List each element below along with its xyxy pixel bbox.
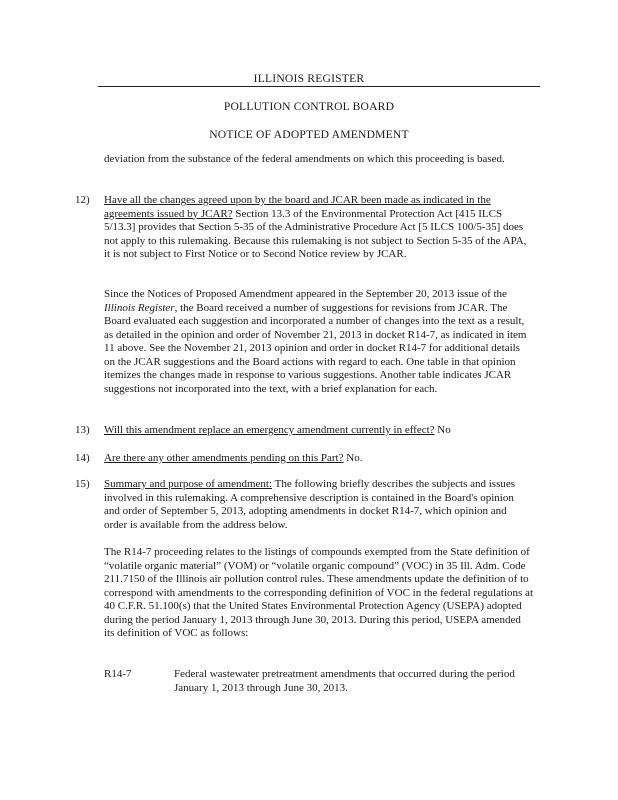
item-14-block bbox=[104, 452, 528, 466]
item-number: 13) bbox=[75, 424, 90, 436]
item-number: 15) bbox=[75, 478, 90, 490]
item-question: Summary and purpose of amendment: bbox=[104, 478, 273, 490]
header-rule bbox=[98, 86, 540, 87]
item-number: 12) bbox=[75, 194, 90, 206]
item-answer: Section 13.3 of the Environmental Protection Act [415 ILCS 5/13.3] provides that Section 5-35 of the Administrative Procedure Act [5 ILCS 100/5-35] does not apply to this rulemaking. Because this rulemaking is not subject to Section 5-35 of the APA, it is not subject to First Notice or to Second Notice review by JCAR. bbox=[104, 207, 527, 260]
notice-title: NOTICE OF ADOPTED AMENDMENT bbox=[209, 128, 409, 141]
item-answer: No bbox=[437, 424, 451, 436]
docket-id: R14-7 bbox=[104, 668, 132, 680]
board-title: POLLUTION CONTROL BOARD bbox=[223, 100, 395, 113]
item-question: Will this amendment replace an emergency amendment currently in effect? bbox=[104, 424, 435, 436]
intro-continuation: deviation from the substance of the federal amendments on which this proceeding is based. bbox=[104, 153, 505, 165]
item-13-block bbox=[104, 424, 528, 438]
docket-description: Federal wastewater pretreatment amendments that occurred during the period January 1, 2013 through June 30, 2013. bbox=[174, 668, 515, 694]
item-15-paragraph: The R14-7 proceeding relates to the listings of compounds exempted from the State definition of “volatile organic material” (VOM) or “volatile organic compound” (VOC) in 35 Ill. Adm. Code 211.7150 of the Illinois air pollution control rules. These amendments update the definition of to correspond with amendments to the corresponding definition of VOC in the federal regulations at 40 C.F.R. 51.100(s) that the United States Environmental Protection Agency (USEPA) adopted during the period January 1, 2013 through June 30, 2013. During this period, USEPA amended its definition of VOC as follows: bbox=[104, 546, 533, 639]
register-title: ILLINOIS REGISTER bbox=[253, 72, 365, 85]
item-15-block bbox=[104, 478, 528, 532]
item-number: 14) bbox=[75, 452, 90, 464]
item-answer: The following briefly describes the subjects and issues involved in this rulemaking. A comprehensive description is contained in the Board's opinion and order of September 5, 2013, adopting amendments in docket R14-7, which opinion and order is available from the address below. bbox=[104, 478, 516, 531]
item-question: Are there any other amendments pending on this Part? bbox=[104, 452, 344, 464]
item-question: Have all the changes agreed upon by the board and JCAR been made as indicated in the agreements issued by JCAR? bbox=[104, 194, 491, 220]
item-answer: No. bbox=[346, 452, 363, 464]
item-12-block bbox=[104, 194, 528, 262]
item-12-followup: Since the Notices of Proposed Amendment appeared in the September 20, 2013 issue of the Illinois Register, the Board received a number of suggestions for revisions from JCAR. The Board evaluated each suggestion and incorporated a number of changes into the text as a result, as detailed in the opinion and order of November 21, 2013 in docket R14-7, as indicated in item 11 above. See the November 21, 2013 opinion and order in docket R14-7 for additional details on the JCAR suggestions and the Board actions with regard to each. One table in that opinion itemizes the changes made in response to various suggestions. Another table indicates JCAR suggestions not incorporated into the text, with a brief explanation for each. bbox=[104, 288, 527, 395]
